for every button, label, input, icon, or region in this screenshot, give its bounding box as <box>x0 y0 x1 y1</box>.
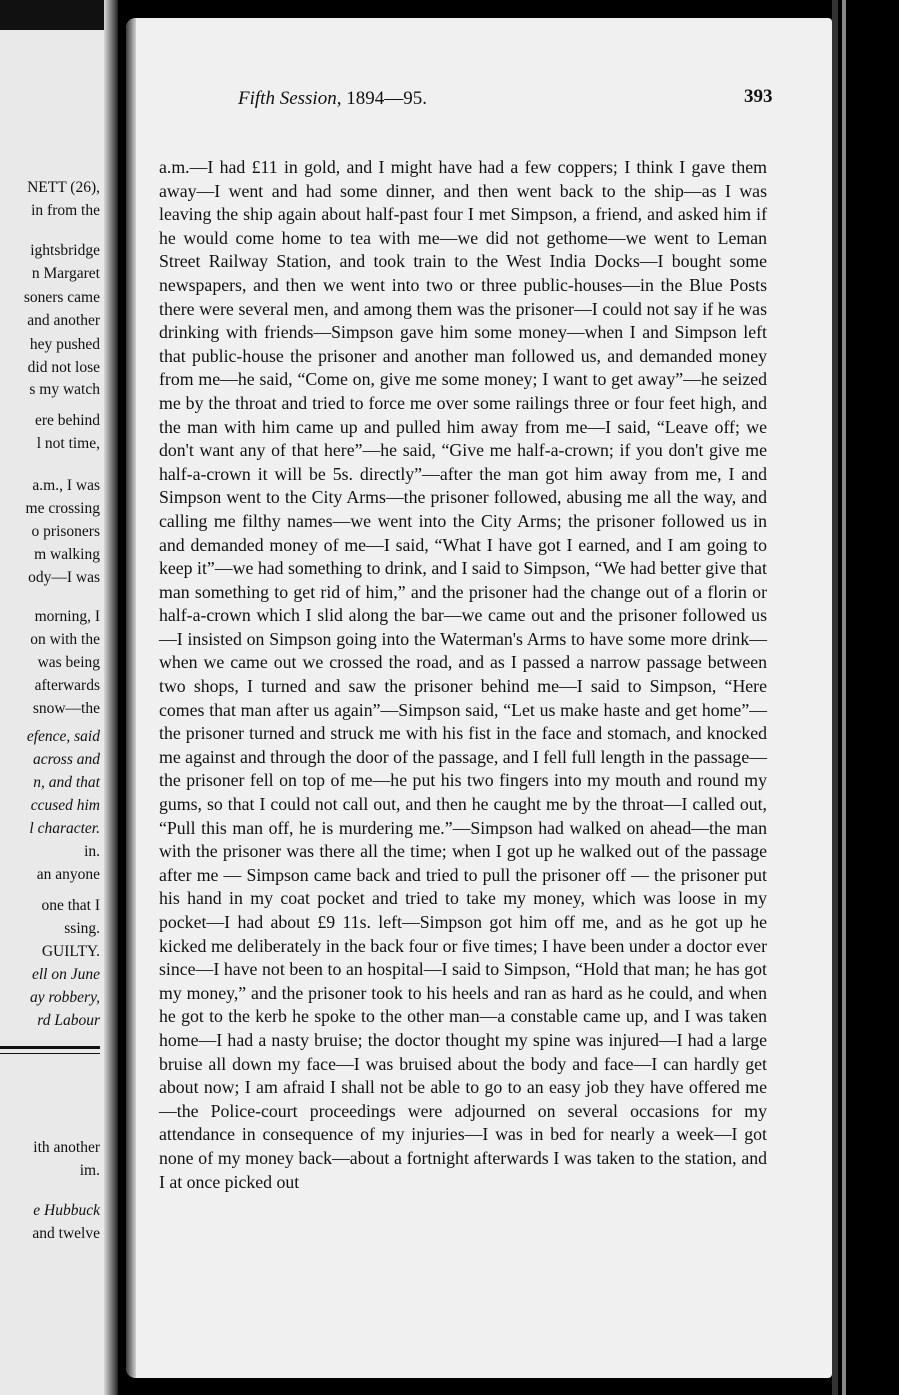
left-page-line: s my watch <box>29 381 100 398</box>
left-page-line: and another <box>27 312 100 329</box>
left-page-line: was being <box>37 654 100 671</box>
page-edge-highlight <box>842 0 846 1395</box>
left-page-line: on with the <box>30 631 100 648</box>
left-page-line: ightsbridge <box>30 242 100 259</box>
left-page-line: ay robbery, <box>29 989 100 1006</box>
left-page-line: hey pushed <box>29 336 100 353</box>
left-page <box>0 0 118 1395</box>
left-page-line: GUILTY. <box>41 943 100 960</box>
left-page-line: ere behind <box>35 412 100 429</box>
left-page-line: im. <box>79 1162 100 1179</box>
body-text: a.m.—I had £11 in gold, and I might have had a few coppers; I think I gave them away—I went and had some dinner, and then went back to the ship—as I was leaving the ship again about half-past four I met Simpson, a friend, and asked him if he would come home to tea with me—we did not gethome—we went to Leman Street Railway Station, and took train to the West India Docks—I bought some newspapers, and then we went into two or three public-houses—in the Blue Posts there were several men, and among them was the prisoner—I could not say if he was drinking with friends—Simpson gave him some money—when I and Simpson left that public-house the prisoner and another man followed us, and demanded money from me—he said, “Come on, give me some money; I want to get away”—he seized me by the throat and tried to force me over some railings three or four feet high, and the man with him came up and pulled him away from me—I said, “Leave off; we don't want any of that here”—he said, “Give me half-a-crown; if you don't give me half-a-crown it will be 5s. directly”—after the man got him away from me, I and Simpson went to the City Arms—the prisoner followed, abusing me all the way, and calling me filthy names—we went into the City Arms; the prisoner followed us in and demanded money of me—I said, “What I have got I earned, and I am going to keep it”—we had something to drink, and I said to Simpson, “We had better give that man something to get rid of him,” and the prisoner had the change out of a florin or half-a-crown which I slid along the bar—we came out and the prisoner followed us—I insisted on Simpson going into the Waterman's Arms to have some more drink—when we came out we crossed the road, and as I passed a narrow passage between two shops, I turned and saw the prisoner behind me—I said to Simpson, “Here comes that man after us again”—Simpson said, “Let us make haste and get home”—the prisoner turned and struck me with his fist in the face and stomach, and knocked me against and through the door of the passage, and I fell full length in the passage—the prisoner fell on top of me—he put his two fingers into my mouth and round my gums, so that I could not call out, and then he caught me by the throat—I called out, “Pull this man off, he is murdering me.”—Simpson had walked on ahead—the man with the prisoner was there all the time; when I got up he walked out of the passage after me — Simpson came back and tried to pull the prisoner off — the prisoner put his hand in my coat pocket and tried to take my money, which was loose in my pocket—I had about £9 11s. left—Simpson got him off me, and as he got up he kicked me deliberately in the back four or five times; I have been under a doctor ever since—I have not been to an hospital—I said to Simpson, “Hold that man; he has got my money,” and the prisoner took to his heels and ran as hard as he could, and when he got to the kerb he spoke to the other man—a constable came up, and I was taken home—I had a nasty bruise; the doctor thought my spine was injured—I had a large bruise all down my face—I was bruised about the body and face—I can hardly get about now; I am afraid I shall not be able to go to an easy job they have offered me—the Police-court proceedings were adjourned on several occasions for my attendance in consequence of my injuries—I was in bed for nearly a week—I got none of my money back—about a fortnight afterwards I was taken to the station, and I at once picked out <box>159 157 767 1192</box>
left-page-line: o prisoners <box>31 523 100 540</box>
left-page-line: and twelve <box>32 1225 100 1242</box>
left-page-line: NETT (26), <box>27 179 100 196</box>
left-page-line: l character. <box>29 820 100 837</box>
left-page-line: rd Labour <box>37 1012 100 1029</box>
left-page-line: in. <box>84 843 100 860</box>
session-years: 1894—95. <box>346 88 427 109</box>
left-page-line: me crossing <box>25 500 100 517</box>
left-page-line: soners came <box>23 289 100 306</box>
left-page-line: m walking <box>34 546 100 563</box>
left-page-line: snow—the <box>32 700 100 717</box>
left-page-line: l not time, <box>36 435 100 452</box>
section-rule-thin <box>0 1053 100 1054</box>
left-page-line: one that I <box>41 897 100 914</box>
left-page-line: e Hubbuck <box>33 1202 100 1219</box>
dark-edge <box>0 0 118 30</box>
left-page-line: ell on June <box>31 966 100 983</box>
left-page-line: an anyone <box>36 866 100 883</box>
left-page-line: morning, I <box>34 608 100 625</box>
book-gutter <box>104 0 118 1395</box>
inner-gutter <box>126 18 136 1378</box>
left-page-line: ith another <box>33 1139 100 1156</box>
left-page-line: did not lose <box>27 359 100 376</box>
page-number: 393 <box>744 86 773 107</box>
left-page-line: across and <box>32 751 100 768</box>
left-page-line: in from the <box>31 202 100 219</box>
left-page-line: afterwards <box>34 677 100 694</box>
left-page-line: n, and that <box>33 774 100 791</box>
left-page-line: n Margaret <box>31 265 100 282</box>
left-page-line: ssing. <box>64 920 100 937</box>
left-page-line: efence, said <box>26 728 100 745</box>
left-page-line: ody—I was <box>28 569 100 586</box>
page-edge <box>832 0 838 1395</box>
running-head <box>238 88 427 110</box>
left-page-line: ccused him <box>30 797 100 814</box>
section-rule <box>0 1046 100 1049</box>
left-page-line: a.m., I was <box>32 477 100 494</box>
session-title: Fifth Session, <box>238 88 342 109</box>
